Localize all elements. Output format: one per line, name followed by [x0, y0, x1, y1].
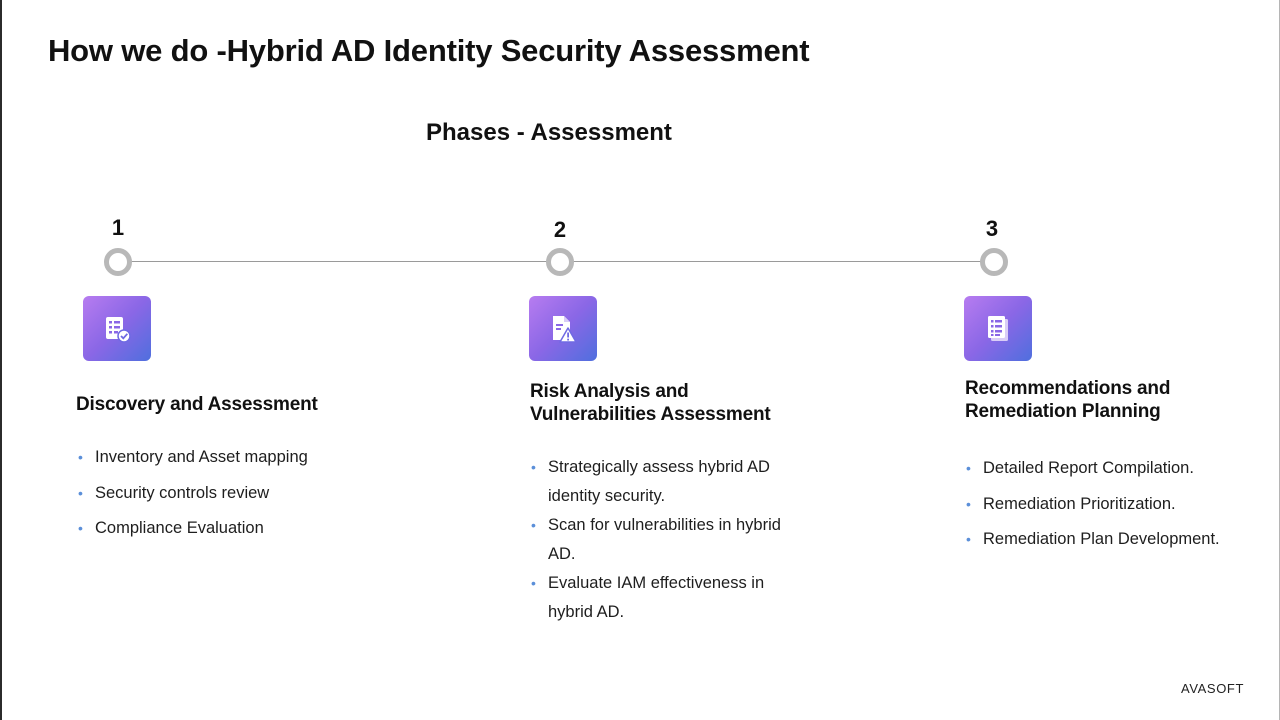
step-marker-2 — [546, 248, 574, 276]
list-item: • Evaluate IAM effectiveness in hybrid AD. — [531, 574, 765, 621]
phase-1-title — [76, 393, 318, 416]
phase-2-title-line-1: Risk Analysis and — [530, 381, 689, 402]
phase-2-title-line-2: Vulnerabilities Assessment — [530, 404, 771, 425]
list-item: • Inventory and Asset mapping — [78, 448, 308, 466]
slide-title: How we do -Hybrid AD Identity Security Assessment — [48, 33, 810, 68]
checklist-icon — [83, 296, 151, 361]
list-item: • Security controls review — [78, 483, 270, 502]
step-number-1: 1 — [111, 215, 125, 240]
list-item: • Remediation Prioritization. — [966, 494, 1176, 513]
phase-1-title-line: Discovery and Assessment — [76, 394, 318, 415]
step-number-2: 2 — [553, 217, 567, 242]
phase-3-bullets — [964, 451, 1220, 558]
phase-3-title-line-2: Remediation Planning — [965, 401, 1161, 422]
phases-heading: Phases - Assessment — [426, 119, 672, 146]
phase-2-title — [530, 380, 771, 426]
report-icon — [964, 296, 1032, 361]
left-border — [0, 0, 2, 720]
phase-1-bullets — [76, 440, 308, 547]
list-item: • Scan for vulnerabilities in hybrid AD. — [531, 516, 781, 563]
list-item: • Compliance Evaluation — [78, 519, 264, 537]
list-item: • Strategically assess hybrid AD identity security. — [531, 458, 770, 505]
phase-3-title-line-1: Recommendations and — [965, 378, 1171, 399]
step-marker-1 — [104, 248, 132, 276]
phase-3-title — [965, 377, 1170, 423]
company-logo: AVASOFT — [1181, 681, 1244, 696]
step-marker-3 — [980, 248, 1008, 276]
step-number-3: 3 — [985, 216, 999, 241]
list-item: • Remediation Plan Development. — [966, 530, 1220, 548]
phase-2-bullets — [529, 453, 791, 627]
list-item: • Detailed Report Compilation. — [966, 459, 1194, 477]
document-warning-icon — [529, 296, 597, 361]
